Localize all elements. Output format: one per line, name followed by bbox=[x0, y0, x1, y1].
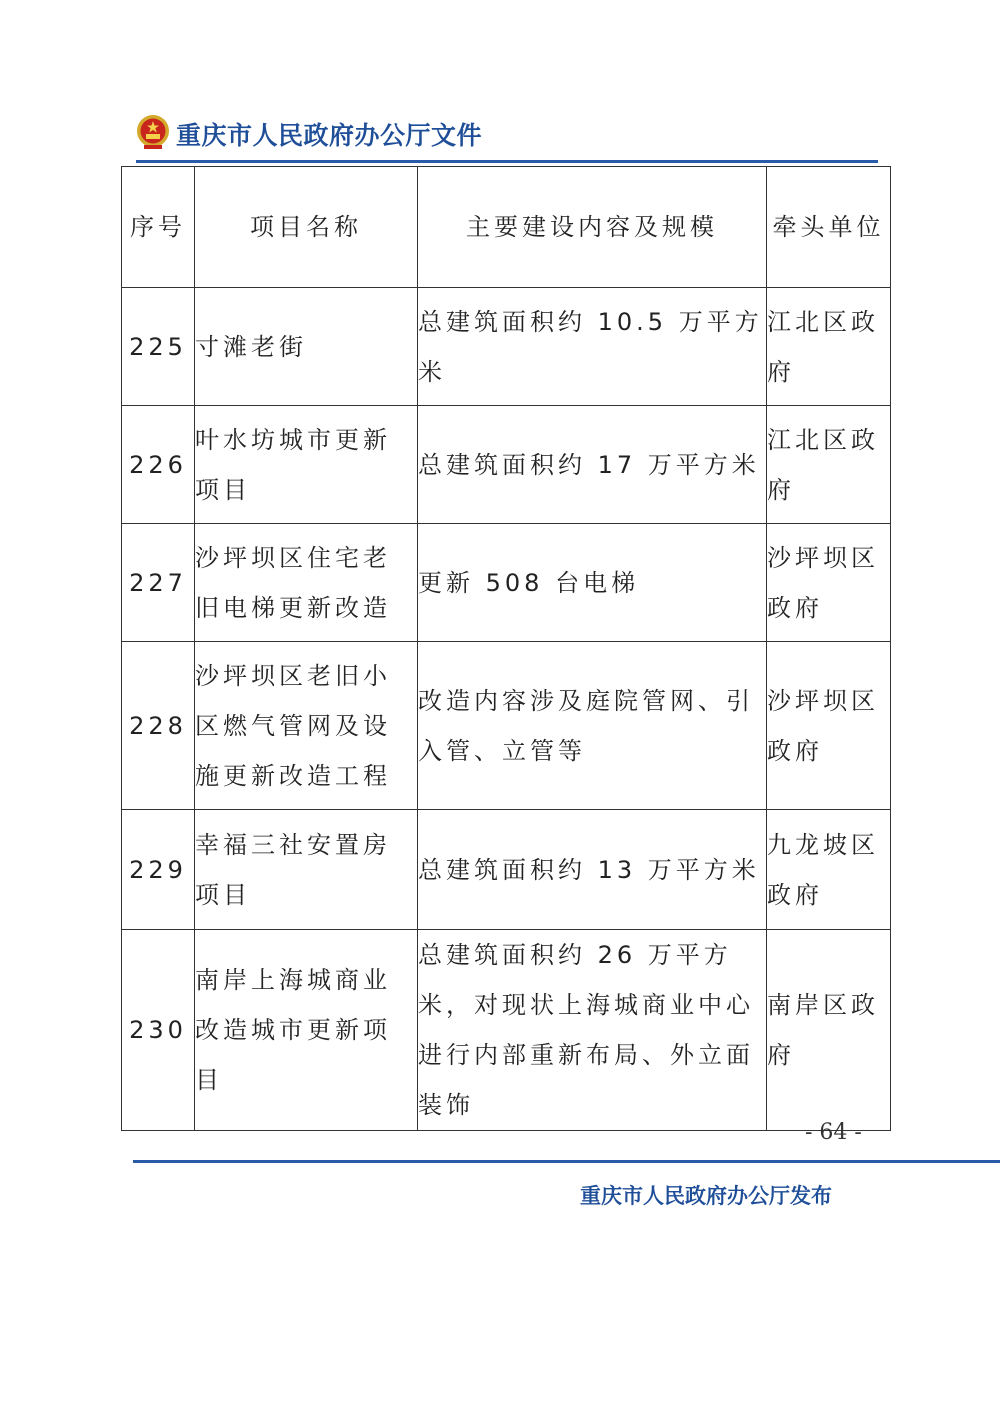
column-header-content: 主要建设内容及规模 bbox=[418, 167, 767, 288]
project-name: 幸福三社安置房项目 bbox=[195, 810, 418, 930]
project-content: 改造内容涉及庭院管网、引入管、立管等 bbox=[418, 642, 767, 810]
project-name: 寸滩老街 bbox=[195, 288, 418, 406]
table-row bbox=[122, 810, 891, 930]
row-number: 227 bbox=[122, 524, 195, 642]
document-header bbox=[136, 112, 876, 156]
lead-unit: 沙坪坝区政府 bbox=[767, 642, 891, 810]
table-row bbox=[122, 524, 891, 642]
row-number: 226 bbox=[122, 406, 195, 524]
row-number: 225 bbox=[122, 288, 195, 406]
footer-publisher: 重庆市人民政府办公厅发布 bbox=[580, 1183, 832, 1208]
lead-unit: 江北区政府 bbox=[767, 288, 891, 406]
lead-unit: 江北区政府 bbox=[767, 406, 891, 524]
table-row bbox=[122, 288, 891, 406]
project-content: 更新 508 台电梯 bbox=[418, 524, 767, 642]
project-name: 叶水坊城市更新项目 bbox=[195, 406, 418, 524]
national-emblem-icon bbox=[136, 114, 170, 150]
header-divider bbox=[136, 160, 878, 163]
lead-unit: 南岸区政府 bbox=[767, 930, 891, 1131]
row-number: 230 bbox=[122, 930, 195, 1131]
row-number: 229 bbox=[122, 810, 195, 930]
project-table bbox=[121, 166, 891, 1131]
table-row bbox=[122, 930, 891, 1131]
column-header-unit: 牵头单位 bbox=[767, 167, 891, 288]
table-row bbox=[122, 406, 891, 524]
project-content: 总建筑面积约 13 万平方米 bbox=[418, 810, 767, 930]
column-header-name: 项目名称 bbox=[195, 167, 418, 288]
lead-unit: 九龙坡区政府 bbox=[767, 810, 891, 930]
project-content: 总建筑面积约 26 万平方米，对现状上海城商业中心进行内部重新布局、外立面装饰 bbox=[418, 930, 767, 1131]
project-content: 总建筑面积约 10.5 万平方米 bbox=[418, 288, 767, 406]
page-number: - 64 - bbox=[805, 1120, 862, 1145]
table-row bbox=[122, 642, 891, 810]
project-name: 沙坪坝区住宅老旧电梯更新改造 bbox=[195, 524, 418, 642]
project-name: 南岸上海城商业改造城市更新项目 bbox=[195, 930, 418, 1131]
project-content: 总建筑面积约 17 万平方米 bbox=[418, 406, 767, 524]
row-number: 228 bbox=[122, 642, 195, 810]
column-header-no: 序号 bbox=[122, 167, 195, 288]
table-header-row bbox=[122, 167, 891, 288]
footer-divider bbox=[133, 1160, 1000, 1163]
lead-unit: 沙坪坝区政府 bbox=[767, 524, 891, 642]
document-header-title: 重庆市人民政府办公厅文件 bbox=[176, 121, 483, 150]
project-name: 沙坪坝区老旧小区燃气管网及设施更新改造工程 bbox=[195, 642, 418, 810]
